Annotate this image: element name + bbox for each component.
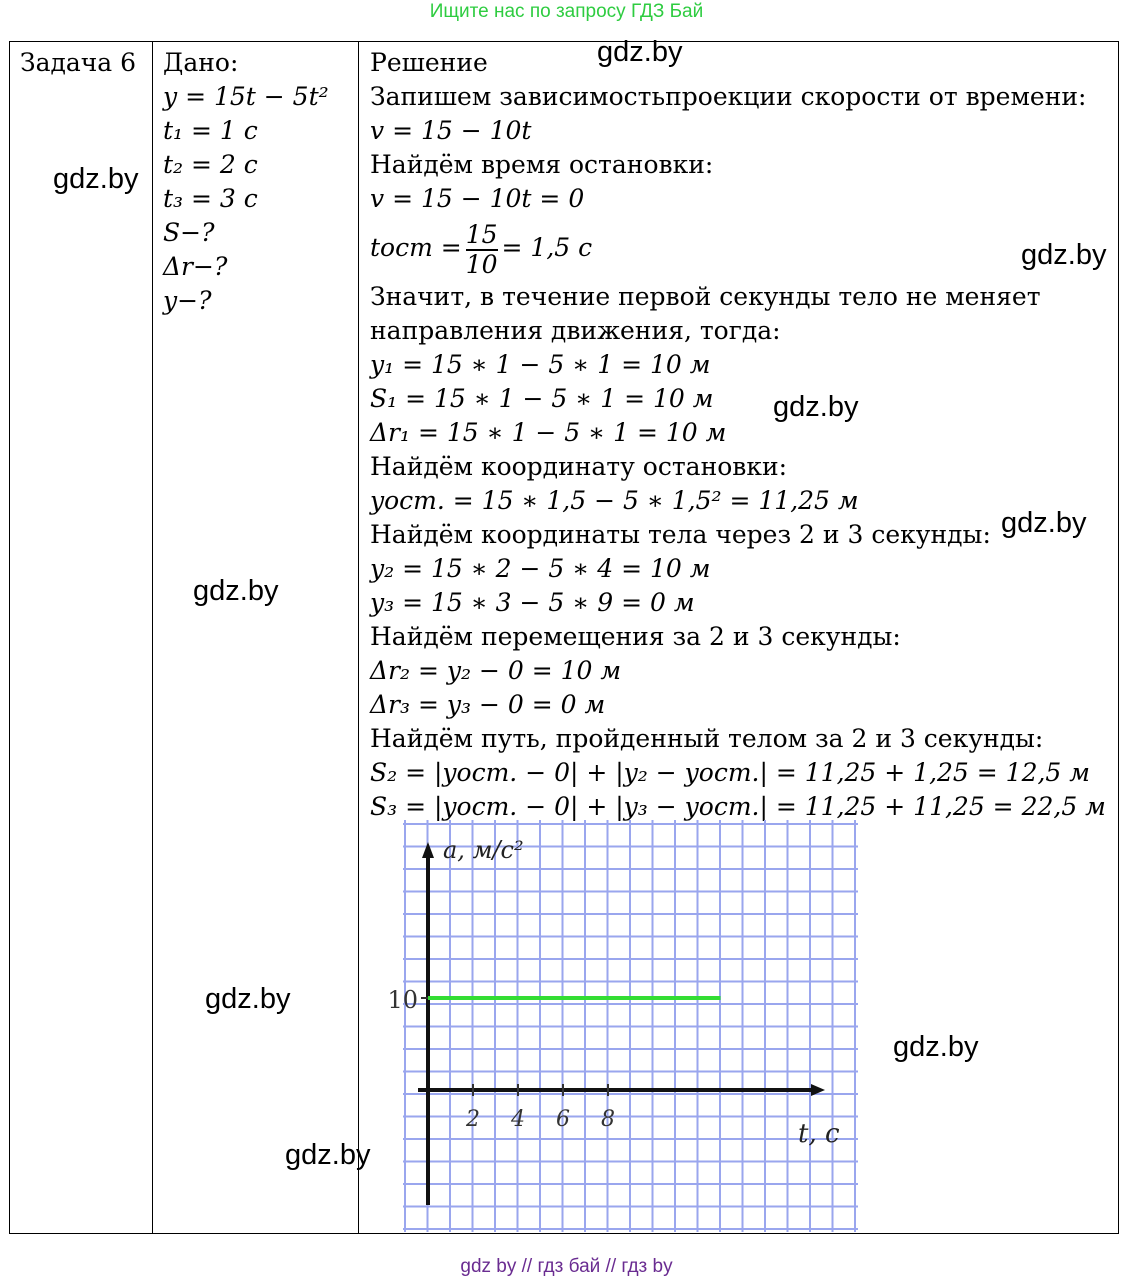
- watermark: gdz.by: [1021, 239, 1107, 271]
- watermark: gdz.by: [193, 575, 279, 607]
- top-banner[interactable]: Ищите нас по запросу ГДЗ Бай: [429, 1, 704, 22]
- solution-title: Решение: [370, 48, 488, 77]
- solution-line: S₃ = |yост. − 0| + |y₃ − yост.| = 11,25 + 11,25 = 22,5 м: [370, 792, 1106, 821]
- given-title: Дано:: [163, 48, 239, 77]
- given-line: t₂ = 2 c: [163, 150, 258, 179]
- given-line: y = 15t − 5t²: [163, 82, 329, 111]
- solution-line: Значит, в течение первой секунды тело не меняет: [370, 282, 1041, 311]
- given-line: y−?: [163, 286, 212, 315]
- solution-line: Найдём время остановки:: [370, 150, 714, 179]
- task-number-cell: [20, 46, 136, 80]
- watermark: gdz.by: [597, 36, 683, 68]
- given-line: t₁ = 1 c: [163, 116, 258, 145]
- solution-line: Найдём путь, пройденный телом за 2 и 3 секунды:: [370, 724, 1044, 753]
- x-tick-label: 8: [601, 1107, 615, 1132]
- watermark: gdz.by: [53, 163, 139, 195]
- grid-paper: [403, 820, 858, 1232]
- watermark: gdz.by: [893, 1031, 979, 1063]
- solution-line: S₁ = 15 ∗ 1 − 5 ∗ 1 = 10 м: [370, 384, 714, 413]
- given-line: Δr−?: [163, 252, 228, 281]
- solution-line: yост. = 15 ∗ 1,5 − 5 ∗ 1,5² = 11,25 м: [370, 486, 859, 515]
- solution-line: направления движения, тогда:: [370, 316, 781, 345]
- fraction-denominator: 10: [465, 249, 498, 279]
- y-tick-label: 10: [387, 986, 418, 1014]
- x-axis-label: t, c: [798, 1119, 840, 1149]
- y-axis-arrow: [422, 842, 434, 858]
- solution-line: Δr₂ = y₂ − 0 = 10 м: [370, 656, 622, 685]
- formula-rhs: = 1,5 c: [501, 233, 593, 262]
- given-line: t₃ = 3 c: [163, 184, 258, 213]
- solution-line: Найдём координату остановки:: [370, 452, 788, 481]
- solution-line: Найдём координаты тела через 2 и 3 секунды:: [370, 520, 991, 549]
- watermark: gdz.by: [773, 391, 859, 423]
- watermark: gdz.by: [1001, 507, 1087, 539]
- watermark: gdz.by: [285, 1139, 371, 1171]
- stop-time-formula: [370, 216, 1115, 280]
- watermark: gdz.by: [205, 983, 291, 1015]
- x-tick-label: 2: [466, 1107, 480, 1132]
- fraction-numerator: 15: [465, 219, 498, 249]
- solution-line: Δr₁ = 15 ∗ 1 − 5 ∗ 1 = 10 м: [370, 418, 727, 447]
- y-axis-label: a, м/с²: [443, 836, 524, 864]
- footer-links[interactable]: gdz by // гдз бай // гдз by: [460, 1256, 673, 1277]
- fraction: [466, 221, 498, 279]
- solution-line: Запишем зависимостьпроекции скорости от времени:: [370, 82, 1087, 111]
- solution-cell: [370, 46, 1115, 824]
- x-tick-label: 4: [511, 1107, 525, 1132]
- solution-line: Δr₃ = y₃ − 0 = 0 м: [370, 690, 606, 719]
- given-cell: [163, 46, 363, 318]
- column-divider: [152, 42, 153, 1233]
- solution-line: v = 15 − 10t = 0: [370, 184, 585, 213]
- solution-line: S₂ = |yост. − 0| + |y₂ − yост.| = 11,25 + 1,25 = 12,5 м: [370, 758, 1091, 787]
- given-line: S−?: [163, 218, 215, 247]
- solution-line: y₃ = 15 ∗ 3 − 5 ∗ 9 = 0 м: [370, 588, 695, 617]
- chart-marks: [387, 842, 825, 1205]
- task-number: Задача 6: [20, 48, 137, 77]
- x-tick-label: 6: [556, 1107, 570, 1132]
- acceleration-chart: [387, 820, 858, 1232]
- solution-line: y₁ = 15 ∗ 1 − 5 ∗ 1 = 10 м: [370, 350, 711, 379]
- solution-line: Найдём перемещения за 2 и 3 секунды:: [370, 622, 901, 651]
- solution-line: v = 15 − 10t: [370, 116, 532, 145]
- solution-line: y₂ = 15 ∗ 2 − 5 ∗ 4 = 10 м: [370, 554, 711, 583]
- formula-lhs: tост =: [370, 233, 462, 262]
